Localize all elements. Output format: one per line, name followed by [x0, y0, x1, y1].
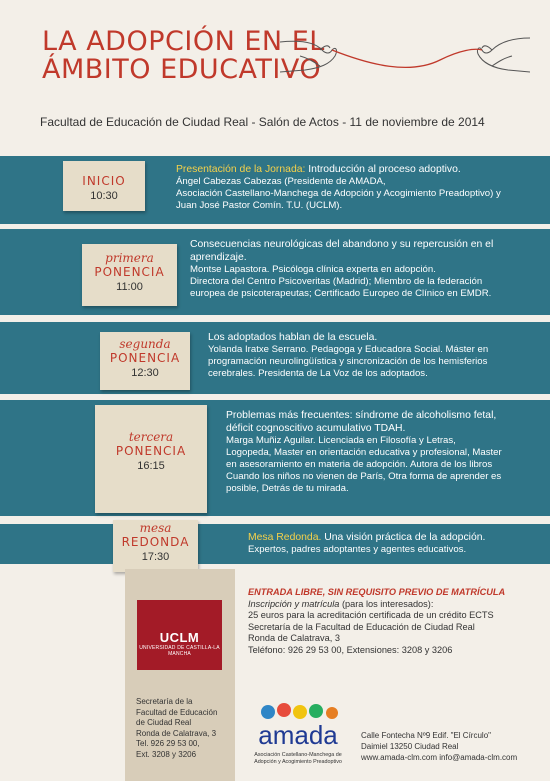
session-head-prefix: Mesa Redonda. [248, 532, 322, 543]
registration-title: ENTRADA LIBRE, SIN REQUISITO PREVIO DE MATRÍCULA [248, 587, 506, 597]
tab-word: primera [105, 251, 154, 265]
amada-address [361, 730, 517, 763]
registration-line: Teléfono: 926 29 53 00, Extensiones: 3208 y 3206 [248, 644, 453, 655]
session-head: Una visión práctica de la adopción. [321, 532, 486, 543]
registration-info [248, 587, 505, 656]
session-line: Asociación Castellano-Manchega de Adopción y Acogimiento Preadoptivo) y [176, 188, 501, 199]
title-line-2: ÁMBITO EDUCATIVO [42, 54, 322, 85]
amada-logo-text: amada [258, 720, 338, 750]
address-line: Ext. 3208 y 3206 [136, 749, 197, 759]
registration-subtitle: Inscripción y matrícula [248, 598, 340, 609]
session-tab-inicio [63, 161, 145, 211]
uclm-logo-subtext: UNIVERSIDAD DE CASTILLA-LA MANCHA [139, 645, 220, 657]
session-line: Directora del Centro Psicoveritas (Madrid); Miembro de la federación [190, 276, 483, 287]
uclm-logo-text: UCLM [159, 630, 200, 645]
registration-line: Secretaría de la Facultad de Educación de Ciudad Real [248, 621, 475, 632]
registration-line: 25 euros para la acreditación certificada de un crédito ECTS [248, 610, 494, 620]
session-head-prefix: Presentación de la Jornada: [176, 164, 306, 175]
uclm-logo [137, 600, 222, 670]
session-details-segunda [208, 331, 523, 380]
session-head: Problemas más frecuentes: síndrome de alcoholismo fetal, déficit cognoscitivo acumulativo TDAH. [226, 410, 497, 434]
session-line: programación neurolingüística y sincronización de los hemisferios [208, 356, 488, 367]
registration-subtitle-rest: (para los interesados): [339, 598, 434, 609]
address-line: Ronda de Calatrava, 3 [136, 728, 217, 738]
registration-line: Ronda de Calatrava, 3 [248, 633, 340, 643]
session-line: Montse Lapastora. Psicóloga clínica experta en adopción. [190, 264, 436, 275]
session-details-tercera [226, 409, 526, 495]
event-location-date: Facultad de Educación de Ciudad Real - Salón de Actos - 11 de noviembre de 2014 [40, 115, 485, 129]
session-head: Los adoptados hablan de la escuela. [208, 332, 378, 343]
session-tab-mesa [113, 520, 198, 572]
session-tab-segunda [100, 332, 190, 390]
address-line: Daimiel 13250 Ciudad Real [361, 742, 459, 751]
session-line: Marga Muñiz Aguilar. Licenciada en Filosofía y Letras, [226, 435, 456, 446]
session-line: Juan José Pastor Comín. T.U. (UCLM). [176, 200, 343, 211]
address-line: Facultad de Educación [136, 707, 218, 717]
uclm-address [136, 697, 217, 760]
session-head: Introducción al proceso adoptivo. [305, 164, 461, 175]
session-line: Logopeda, Master en orientación educativa y profesional, Master [226, 447, 502, 458]
session-time: 17:30 [141, 551, 170, 563]
session-line: posible, Detrás de tu mirada. [226, 483, 349, 494]
address-line: Calle Fontecha Nº9 Edif. "El Círculo" [361, 731, 491, 740]
session-line: Ángel Cabezas Cabezas (Presidente de AMADA, [176, 176, 386, 187]
tab-word: segunda [119, 337, 171, 351]
tab-word: PONENCIA [94, 265, 165, 279]
tab-word: mesa [139, 521, 172, 535]
session-time: 12:30 [131, 367, 159, 379]
session-details-inicio [176, 163, 516, 212]
session-time: 16:15 [137, 460, 165, 472]
tab-word: tercera [128, 430, 174, 444]
amada-logo-subtext: Asociación Castellano-Manchega de [254, 752, 342, 758]
session-details-primera [190, 238, 510, 300]
amada-logo-subtext: Adopción y Acogimiento Preadoptivo [254, 759, 342, 765]
tab-word: INICIO [82, 174, 126, 188]
session-head: Consecuencias neurológicas del abandono y su repercusión en el aprendizaje. [190, 239, 494, 263]
tab-word: PONENCIA [109, 351, 181, 365]
address-line: www.amada-clm.com info@amada-clm.com [361, 753, 518, 762]
session-tab-tercera [95, 405, 207, 513]
address-line: Tel. 926 29 53 00, [136, 739, 200, 748]
title-line-1: LA ADOPCIÓN EN EL [42, 26, 325, 57]
hands-holding-thread-illustration [280, 20, 530, 90]
amada-logo [248, 700, 348, 770]
session-line: en asesoramiento en materia de adopción. Autora de los libros [226, 459, 493, 470]
session-time: 11:00 [116, 281, 143, 293]
session-details-mesa [248, 531, 538, 556]
session-line: Expertos, padres adoptantes y agentes educativos. [248, 544, 467, 555]
session-line: Yolanda Iratxe Serrano. Pedagoga y Educadora Social. Máster en [208, 344, 489, 355]
session-line: europea de psicoterapeutas; Certificado Europeo de Clínico en EMDR. [190, 288, 492, 299]
address-line: de Ciudad Real [136, 718, 192, 727]
address-line: Secretaría de la [136, 697, 193, 706]
tab-word: REDONDA [121, 535, 190, 549]
session-time: 10:30 [90, 190, 118, 202]
session-line: Cuando los niños no vienen de París, Otra forma de aprender es [226, 471, 502, 482]
session-line: cerebrales. Presidenta de La Voz de los adoptados. [208, 368, 428, 379]
session-tab-primera [82, 244, 177, 306]
tab-word: PONENCIA [115, 444, 187, 458]
